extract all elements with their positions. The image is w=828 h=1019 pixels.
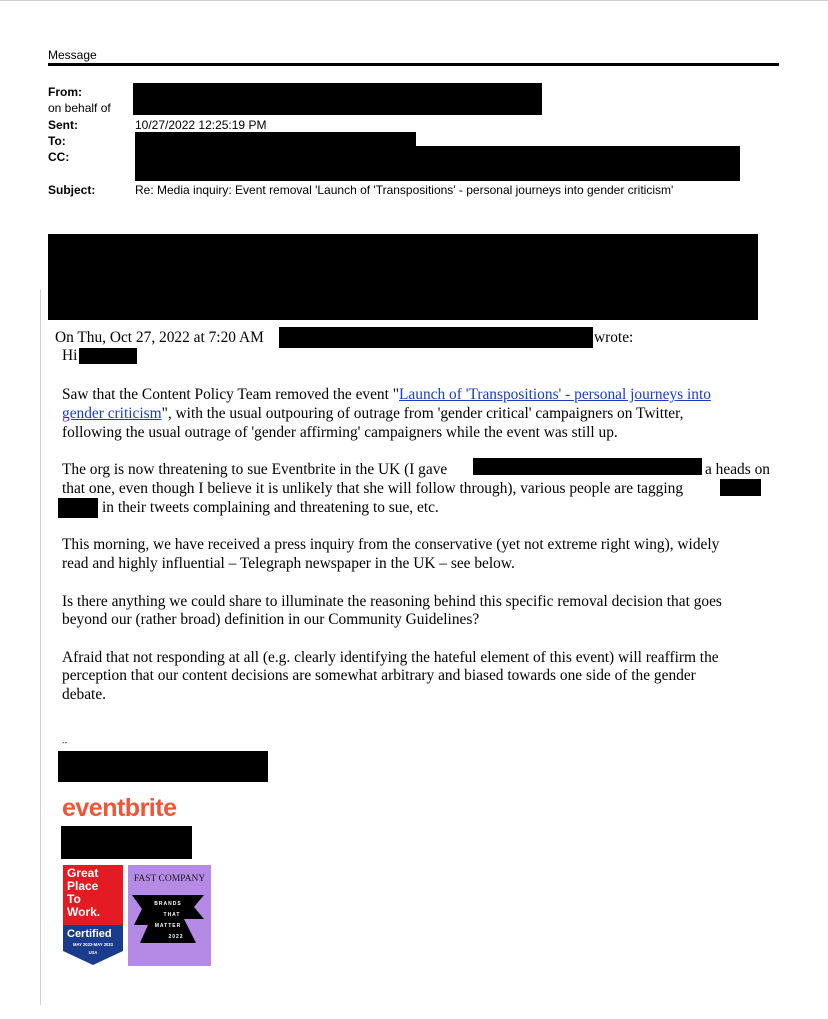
fast-company-matter: MATTER bbox=[154, 923, 182, 929]
from-redaction bbox=[133, 83, 542, 115]
paragraph-3-line-2: read and highly influential – Telegraph newspaper in the UK – see below. bbox=[62, 555, 515, 572]
paragraph-1-line-1: Saw that the Content Policy Team removed the event "Launch of 'Transpositions' - personal journeys into bbox=[62, 386, 711, 403]
fast-company-graphic bbox=[128, 865, 211, 966]
fast-company-that: THAT bbox=[163, 912, 181, 918]
handle-redaction-1 bbox=[720, 479, 761, 496]
paragraph-5-line-2: perception that our content decisions are somewhat arbitrary and biased towards one side of the gender bbox=[62, 667, 696, 684]
subject-label: Subject: bbox=[48, 183, 96, 197]
paragraph-3-line-1: This morning, we have received a press inquiry from the conservative (yet not extreme right wing), widely bbox=[62, 536, 720, 553]
paragraph-5-line-3: debate. bbox=[62, 686, 107, 703]
fast-company-year: 2022 bbox=[168, 934, 184, 940]
top-border bbox=[0, 0, 828, 1]
fast-company-brands: BRANDS bbox=[154, 901, 182, 907]
gptw-line-3: To bbox=[67, 892, 81, 906]
paragraph-4-line-1: Is there anything we could share to illuminate the reasoning behind this specific removal decision that goes bbox=[62, 593, 722, 610]
paragraph-2-line-1b: a heads on bbox=[705, 461, 770, 478]
eventbrite-logo: eventbrite bbox=[62, 794, 177, 822]
handle-redaction-2 bbox=[58, 498, 98, 518]
sender-redaction bbox=[279, 327, 593, 348]
cc-redaction bbox=[135, 146, 740, 181]
paragraph-1-line-3: following the usual outrage of 'gender affirming' campaigners while the event was still up. bbox=[62, 424, 618, 441]
subject-value: Re: Media inquiry: Event removal 'Launch of 'Transpositions' - personal journeys into gender criticism' bbox=[135, 183, 674, 197]
fast-company-badge bbox=[128, 865, 211, 966]
message-label: Message bbox=[48, 48, 97, 62]
to-label: To: bbox=[48, 134, 66, 148]
body-top-redaction bbox=[48, 234, 758, 320]
paragraph-2-line-3: in their tweets complaining and threatening to sue, etc. bbox=[102, 499, 439, 516]
gptw-certified: Certified bbox=[67, 928, 112, 940]
fast-company-wordmark: FAST COMPANY bbox=[133, 874, 206, 884]
cc-label: CC: bbox=[48, 150, 70, 164]
name-redaction bbox=[79, 348, 137, 364]
gptw-country: USA bbox=[88, 950, 98, 955]
gptw-line-4: Work. bbox=[67, 905, 101, 919]
person-redaction bbox=[473, 458, 702, 475]
reply-intro-suffix: wrote: bbox=[594, 329, 634, 346]
behalf-label: on behalf of bbox=[48, 101, 111, 115]
header-rule bbox=[48, 63, 779, 66]
gptw-line-1: Great bbox=[67, 866, 99, 880]
reply-intro-prefix: On Thu, Oct 27, 2022 at 7:20 AM bbox=[55, 329, 264, 346]
quote-bar bbox=[40, 290, 41, 1005]
gptw-line-2: Place bbox=[67, 879, 99, 893]
sent-value: 10/27/2022 12:25:19 PM bbox=[135, 118, 267, 132]
signature-title-redaction bbox=[61, 826, 192, 859]
paragraph-4-line-2: beyond our (rather broad) definition in our Community Guidelines? bbox=[62, 611, 480, 628]
event-link-cont[interactable]: gender criticism bbox=[62, 405, 162, 422]
gptw-dates: MAY 2022-MAY 2023 bbox=[72, 942, 114, 947]
paragraph-2-line-1a: The org is now threatening to sue Eventbrite in the UK (I gave bbox=[62, 461, 448, 478]
event-link[interactable]: Launch of 'Transpositions' - personal journeys into bbox=[399, 386, 711, 403]
great-place-to-work-badge bbox=[63, 865, 123, 965]
signature-dashes: -- bbox=[62, 738, 68, 747]
from-label: From: bbox=[48, 85, 82, 99]
paragraph-1-line-2: gender criticism", with the usual outpouring of outrage from 'gender critical' campaigners on Twitter, bbox=[62, 405, 684, 422]
paragraph-2-line-2: that one, even though I believe it is unlikely that she will follow through), various people are tagging bbox=[62, 480, 684, 497]
signature-name-redaction bbox=[58, 751, 268, 782]
paragraph-5-line-1: Afraid that not responding at all (e.g. clearly identifying the hateful element of this event) will reaffirm the bbox=[62, 649, 719, 666]
greeting: Hi bbox=[62, 347, 78, 364]
sent-label: Sent: bbox=[48, 118, 78, 132]
